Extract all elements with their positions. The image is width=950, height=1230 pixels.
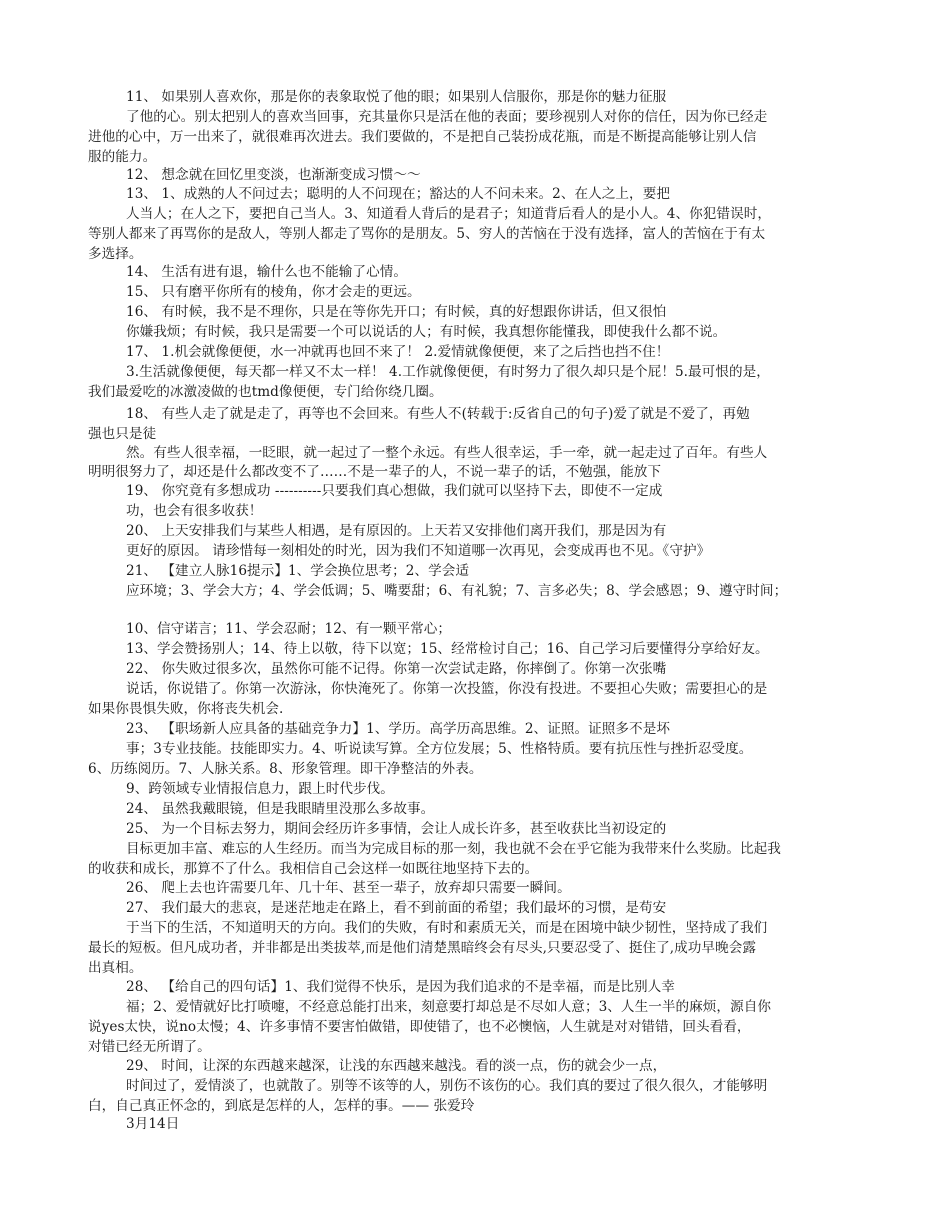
text-line: 说话，你说错了。你第一次游泳，你快淹死了。你第一次投篮，你没有投进。不要担心失败；需要担心的是 xyxy=(126,681,768,697)
text-line: 6、历练阅历。7、人脉关系。8、形象管理。即干净整洁的外表。 xyxy=(88,761,483,777)
text-line: 19、 你究竟有多想成功 ----------只要我们真心想做，我们就可以坚持下去，即使不一定成 xyxy=(126,483,663,499)
text-line: 时间过了，爱情淡了，也就散了。别等不该等的人，别伤不该伤的心。我们真的要过了很久很久，才能够明 xyxy=(126,1078,768,1094)
text-line: 强也只是徒 xyxy=(88,426,157,442)
text-line: 3.生活就像便便，每天都一样又不太一样！ 4.工作就像便便，有时努力了很久却只是个屁！5.最可恨的是， xyxy=(126,364,770,380)
text-line: 目标更加丰富、难忘的人生经历。而当为完成目标的那一刻，我也就不会在乎它能为我带来什么奖励。比起我 xyxy=(126,841,781,857)
text-line: 21、 【建立人脉16提示】1、学会换位思考；2、学会适 xyxy=(126,563,470,579)
text-line: 18、 有些人走了就是走了，再等也不会回来。有些人不(转载于:反省自己的句子)爱了就是不爱了，再勉 xyxy=(126,406,750,422)
text-line: 13、 1、成熟的人不问过去；聪明的人不问现在；豁达的人不问未来。2、在人之上，要把 xyxy=(126,186,670,202)
text-line: 25、 为一个目标去努力，期间会经历许多事情，会让人成长许多，甚至收获比当初设定的 xyxy=(126,821,667,837)
text-line: 最长的短板。但凡成功者，并非都是出类拔萃,而是他们清楚黑暗终会有尽头,只要忍受了、挺住了,成功早晚会露 xyxy=(88,940,757,956)
text-line: 27、 我们最大的悲哀，是迷茫地走在路上，看不到前面的希望；我们最坏的习惯，是苟安 xyxy=(126,900,667,916)
text-line: 3月14日 xyxy=(126,1116,180,1132)
text-line: 更好的原因。 请珍惜每一刻相处的时光，因为我们不知道哪一次再见，会变成再也不见。《守护》 xyxy=(126,543,711,559)
text-line: 22、 你失败过很多次，虽然你可能不记得。你第一次尝试走路，你摔倒了。你第一次张嘴 xyxy=(126,661,667,677)
text-line: 29、 时间，让深的东西越来越深，让浅的东西越来越浅。看的淡一点，伤的就会少一点， xyxy=(126,1058,667,1074)
text-line: 福；2、爱情就好比打喷嚏，不经意总能打出来，刻意要打却总是不尽如人意；3、人生一半的麻烦，源自你 xyxy=(126,999,772,1015)
text-line: 15、 只有磨平你所有的棱角，你才会走的更远。 xyxy=(126,284,421,300)
text-line: 应环境；3、学会大方；4、学会低调；5、嘴要甜；6、有礼貌；7、言多必失；8、学会感恩；9、遵守时间； xyxy=(126,583,788,599)
text-line: 你嫌我烦；有时候，我只是需要一个可以说话的人；有时候，我真想你能懂我，即使我什么都不说。 xyxy=(126,324,727,340)
text-line: 了他的心。别太把别人的喜欢当回事，充其量你只是活在他的表面；要珍视别人对你的信任，因为你已经走 xyxy=(126,109,768,125)
text-line: 明明很努力了，却还是什么都改变不了……不是一辈子的人，不说一辈子的话，不勉强，能放下 xyxy=(88,464,662,480)
text-line: 如果你畏惧失败，你将丧失机会. xyxy=(88,701,284,717)
text-line: 17、 1.机会就像便便，水一冲就再也回不来了！ 2.爱情就像便便，来了之后挡也挡不住！ xyxy=(126,344,670,360)
text-line: 14、 生活有进有退，输什么也不能输了心情。 xyxy=(126,264,407,280)
text-line: 说yes太快，说no太慢；4、许多事情不要害怕做错，即使错了，也不必懊恼，人生就是对对错错，回头看看， xyxy=(88,1019,751,1035)
text-line: 然。有些人很幸福，一眨眼，就一起过了一整个永远。有些人很幸运，手一牵，就一起走过了百年。有些人 xyxy=(126,445,768,461)
text-line: 12、 想念就在回忆里变淡，也渐渐变成习惯～～ xyxy=(126,167,421,183)
text-line: 事；3专业技能。技能即实力。4、听说读写算。全方位发展；5、性格特质。要有抗压性与挫折忍受度。 xyxy=(126,741,753,757)
text-line: 服的能力。 xyxy=(88,149,157,165)
text-line: 白，自己真正怀念的，到底是怎样的人，怎样的事。—— 张爱玲 xyxy=(88,1098,475,1114)
text-line: 等别人都来了再骂你的是敌人，等别人都走了骂你的是朋友。5、穷人的苦恼在于没有选择，富人的苦恼在于有太 xyxy=(88,226,766,242)
text-line: 人当人；在人之下，要把自己当人。3、知道看人背后的是君子；知道背后看人的是小人。4、你犯错误时， xyxy=(126,206,772,222)
text-line: 于当下的生活，不知道明天的方向。我们的失败，有时和素质无关，而是在困境中缺少韧性，坚持成了我们 xyxy=(126,920,768,936)
text-line: 对错已经无所谓了。 xyxy=(88,1039,211,1055)
text-line: 11、 如果别人喜欢你，那是你的表象取悦了他的眼；如果别人信服你，那是你的魅力征服 xyxy=(126,89,667,105)
text-line: 多选择。 xyxy=(88,246,143,262)
text-line: 26、 爬上去也许需要几年、几十年、甚至一辈子，放弃却只需要一瞬间。 xyxy=(126,880,571,896)
text-line: 24、 虽然我戴眼镜，但是我眼睛里没那么多故事。 xyxy=(126,801,435,817)
text-line: 我们最爱吃的冰激凌做的也tmd像便便，专门给你绕几圈。 xyxy=(88,384,443,400)
text-line: 10、信守诺言；11、学会忍耐；12、有一颗平常心； xyxy=(126,621,452,637)
text-line: 20、 上天安排我们与某些人相遇，是有原因的。上天若又安排他们离开我们，那是因为有 xyxy=(126,523,667,539)
text-line: 的收获和成长，那算不了什么。我相信自己会这样一如既往地坚持下去的。 xyxy=(88,861,539,877)
text-line: 16、 有时候，我不是不理你，只是在等你先开口；有时候，真的好想跟你讲话，但又很怕 xyxy=(126,304,667,320)
text-line: 进他的心中，万一出来了，就很难再次进去。我们要做的，不是把自己装扮成花瓶，而是不断提高能够让别人信 xyxy=(88,129,757,145)
text-line: 28、 【给自己的四句话】1、我们觉得不快乐，是因为我们追求的不是幸福，而是比别人幸 xyxy=(126,979,675,995)
text-line: 9、跨领域专业情报信息力，跟上时代步伐。 xyxy=(126,781,394,797)
text-line: 出真相。 xyxy=(88,960,143,976)
text-line: 功，也会有很多收获！ xyxy=(126,503,263,519)
text-line: 23、 【职场新人应具备的基础竞争力】1、学历。高学历高思维。2、证照。证照多不是坏 xyxy=(126,721,670,737)
text-line: 13、学会赞扬别人；14、待上以敬，待下以宽；15、经常检讨自己；16、自己学习后要懂得分享给好友。 xyxy=(126,641,769,657)
